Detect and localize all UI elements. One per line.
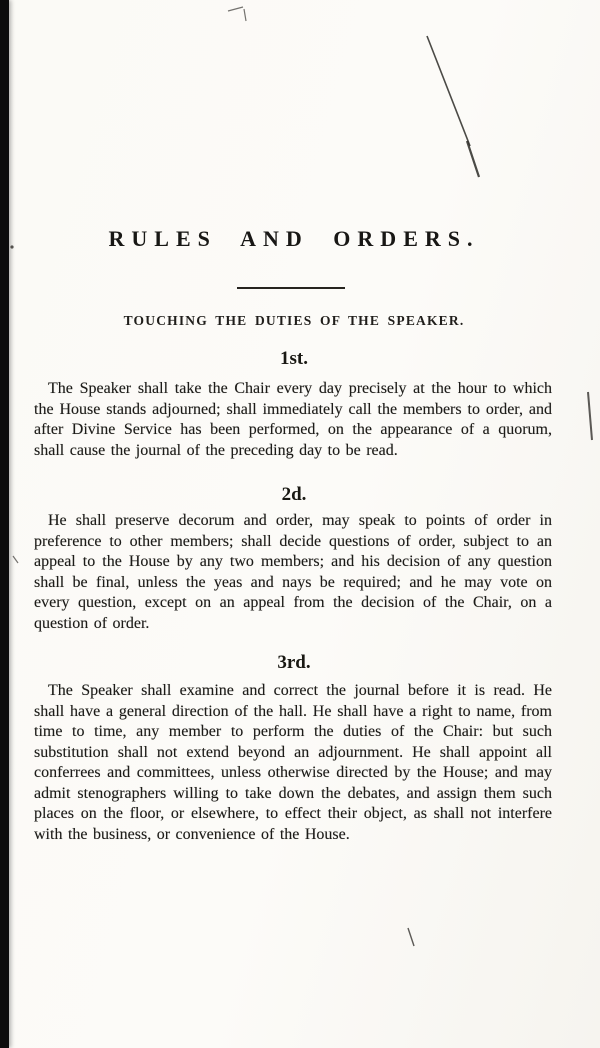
rule-3-text: The Speaker shall examine and correct the journal before it is read. He shall have a general direction of the hall. He shall have a right to name, from time to time, any member to perform the duties of the Chair: but such substitution shall not extend beyond an adjournment. He shall appoint all conferrees and committees, unless otherwise directed by the House; and may admit stenographers willing to take down the debates, and assign them such places on the floor, or elsewhere, to effect their object, as shall not interfere with the business, or convenience of the House. bbox=[34, 682, 552, 843]
scratch-mark bbox=[244, 9, 246, 21]
scratch-mark bbox=[588, 392, 592, 440]
title-divider bbox=[237, 287, 345, 289]
ink-speck bbox=[10, 245, 13, 248]
rule-2-text: He shall preserve decorum and order, may speak to points of order in preference to other members; shall decide questions of order, subject to an appeal to the House by any two members; and his decision of any question shall be final, unless the yeas and nays be required; and he may vote on every question, except on an appeal from the decision of the Chair, on a question of order. bbox=[34, 512, 552, 632]
scratch-mark bbox=[408, 928, 414, 946]
scratch-mark bbox=[467, 141, 479, 177]
chapter-subtitle: TOUCHING THE DUTIES OF THE SPEAKER. bbox=[123, 313, 465, 328]
page-title: RULES AND ORDERS. bbox=[108, 226, 480, 251]
rule-1-text: The Speaker shall take the Chair every day precisely at the hour to which the House stands adjourned; shall immediately call the members to order, and after Divine Service has been performed, on the appearance of a quorum, shall cause the journal of the preceding day to be read. bbox=[34, 380, 552, 459]
scratch-mark bbox=[228, 7, 243, 11]
scan-edge-strip bbox=[0, 0, 9, 1048]
scratch-mark bbox=[427, 36, 470, 146]
rule-3-heading: 3rd. bbox=[277, 652, 311, 673]
rule-1-heading: 1st. bbox=[280, 348, 308, 369]
scratch-mark bbox=[13, 556, 18, 563]
rule-2-heading: 2d. bbox=[281, 484, 307, 505]
